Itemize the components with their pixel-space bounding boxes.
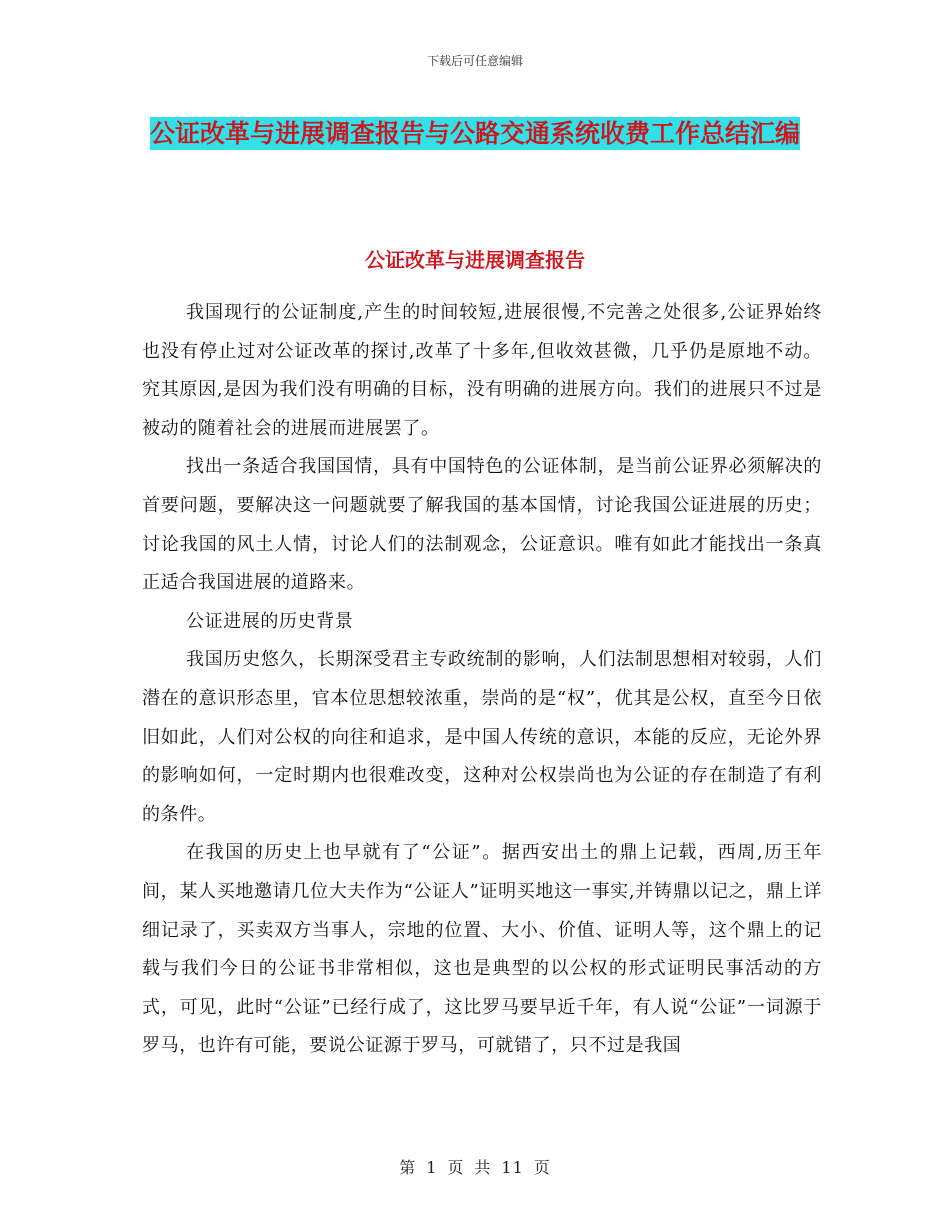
subheading: 公证进展的历史背景 [186, 610, 354, 632]
paragraph: 在我国的历史上也早就有了“公证”。据西安出土的鼎上记载，西周,历王年间，某人买地邀请几位大夫作为“公证人”证明买地这一事实,并铸鼎以记之，鼎上详细记录了，买卖双方当事人，宗地的位置、大小、价值、证明人等，这个鼎上的记载与我们今日的公证书非常相似，这也是典型的以公权的形式证明民事活动的方式，可见，此时“公证”已经行成了，这比罗马要早近千年，有人说“公证”一词源于罗马，也许有可能，要说公证源于罗马，可就错了，只不过是我国 [142, 842, 822, 1057]
paragraph: 我国历史悠久，长期深受君主专政统制的影响，人们法制思想相对较弱，人们潜在的意识形态里，官本位思想较浓重，崇尚的是“权”，优其是公权，直至今日依旧如此，人们对公权的向往和追求，是中国人传统的意识，本能的反应，无论外界的影响如何，一定时期内也很难改变，这种对公权崇尚也为公证的存在制造了有利的条件。 [142, 649, 822, 825]
footer-prefix: 第 [399, 1158, 417, 1177]
footer-total-pages: 11 [501, 1158, 524, 1177]
paragraph: 找出一条适合我国国情，具有中国特色的公证体制，是当前公证界必须解决的首要问题，要解决这一问题就要了解我国的基本国情，讨论我国公证进展的历史；讨论我国的风土人情，讨论人们的法制观念，公证意识。唯有如此才能找出一条真正适合我国进展的道路来。 [142, 456, 822, 594]
document-title-text: 公证改革与进展调查报告与公路交通系统收费工作总结汇编 [149, 119, 800, 148]
body-text [142, 294, 822, 1066]
footer-total-prefix: 共 [474, 1158, 492, 1177]
page-footer [0, 1155, 950, 1178]
footer-page-number: 1 [426, 1158, 438, 1177]
footer-page-label: 页 [447, 1158, 465, 1177]
section-title: 公证改革与进展调查报告 [365, 248, 585, 272]
document-title [140, 108, 810, 160]
header-note: 下载后可任意编辑 [426, 54, 523, 68]
footer-total-label: 页 [533, 1158, 551, 1177]
paragraph: 我国现行的公证制度,产生的时间较短,进展很慢,不完善之处很多,公证界始终也没有停止过对公证改革的探讨,改革了十多年,但收效甚微，几乎仍是原地不动。究其原因,是因为我们没有明确的目标，没有明确的进展方向。我们的进展只不过是被动的随着社会的进展而进展罢了。 [142, 302, 822, 439]
